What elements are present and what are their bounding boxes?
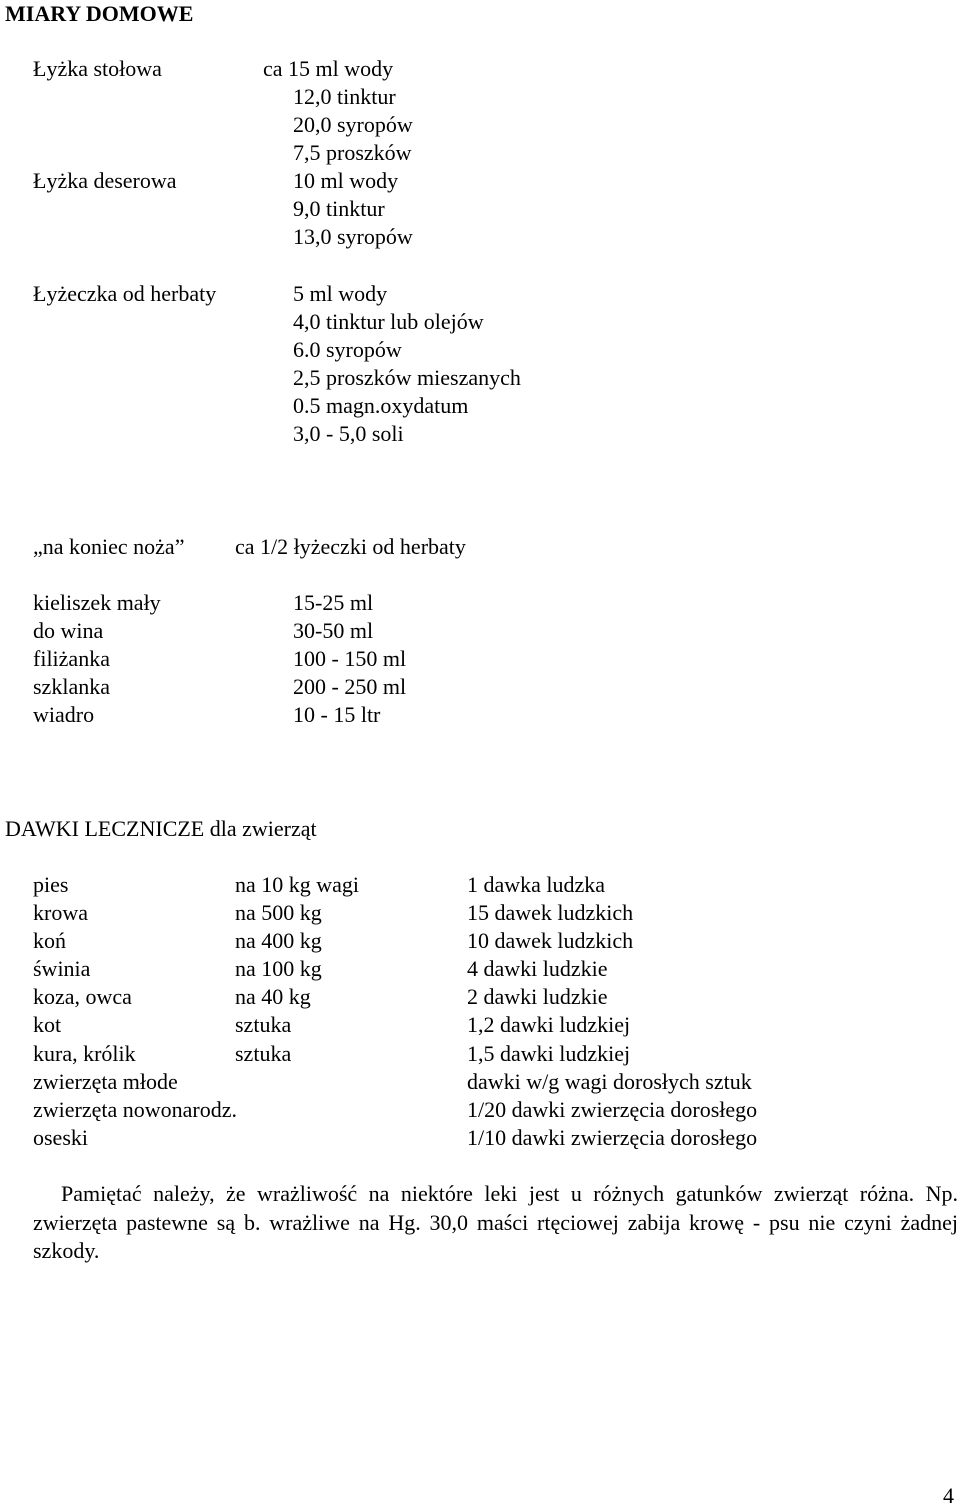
measure-value: 13,0 syropów	[293, 224, 413, 250]
note-paragraph: Pamiętać należy, że wrażliwość na niektóre leki jest u różnych gatunków zwierząt różna. Np. zwierzęta pastewne są b. wrażliwe na Hg. 30,0 maści rtęciowej zabija krowę - psu nie czyni żadnej szkody.	[33, 1181, 958, 1263]
dose-animal: koń	[33, 928, 66, 954]
vessel-value: 200 - 250 ml	[293, 674, 407, 700]
dose-amounts	[467, 871, 757, 1152]
dose-amount: 4 dawki ludzkie	[467, 956, 608, 982]
measure-value: 9,0 tinktur	[293, 196, 385, 222]
vessel-label: wiadro	[33, 702, 95, 728]
vessel-label: do wina	[33, 618, 104, 644]
vessel-label: filiżanka	[33, 646, 110, 672]
dose-amount: 1 dawka ludzka	[467, 872, 606, 897]
dose-weight: sztuka	[235, 1012, 292, 1038]
measure-value: 2,5 proszków mieszanych	[293, 365, 521, 391]
measure-value: 5 ml wody	[293, 281, 388, 306]
dose-weights	[235, 871, 359, 1068]
dose-animal: koza, owca	[33, 984, 132, 1010]
vessel-values	[293, 589, 406, 729]
dose-animal: krowa	[33, 900, 88, 926]
dose-animal: świnia	[33, 956, 91, 982]
dose-animal: kura, królik	[33, 1040, 136, 1066]
vessel-label: szklanka	[33, 674, 110, 700]
measure-value: 10 ml wody	[293, 168, 399, 193]
measure-value: ca 15 ml wody	[263, 56, 394, 81]
measure-value: 7,5 proszków	[293, 140, 412, 166]
vessel-value: 30-50 ml	[293, 618, 374, 644]
dose-animal: oseski	[33, 1124, 88, 1150]
dose-amount: 1/10 dawki zwierzęcia dorosłego	[467, 1124, 758, 1150]
dose-amount: 1,5 dawki ludzkiej	[467, 1040, 631, 1066]
measure-value: 4,0 tinktur lub olejów	[293, 309, 484, 335]
knife-label: „na koniec noża”	[33, 534, 185, 559]
dose-animal: pies	[33, 872, 69, 897]
vessel-value: 100 - 150 ml	[293, 646, 407, 672]
dose-amount: 1,2 dawki ludzkiej	[467, 1012, 631, 1038]
page-title: MIARY DOMOWE	[5, 1, 194, 26]
dose-weight: na 40 kg	[235, 984, 311, 1010]
measure-value: 6.0 syropów	[293, 337, 402, 363]
vessel-label: kieliszek mały	[33, 590, 161, 615]
dose-animal: zwierzęta młode	[33, 1068, 178, 1094]
measure-values	[293, 280, 521, 449]
dose-animals	[33, 871, 237, 1152]
dose-animal: kot	[33, 1012, 62, 1038]
measure-label: Łyżka stołowa	[33, 56, 162, 81]
measure-label: Łyżeczka od herbaty	[33, 281, 217, 306]
measure-value: 12,0 tinktur	[293, 84, 396, 110]
measure-value: 0.5 magn.oxydatum	[293, 393, 469, 419]
vessel-value: 10 - 15 ltr	[293, 702, 381, 728]
knife-value: ca 1/2 łyżeczki od herbaty	[235, 534, 466, 559]
dose-amount: 15 dawek ludzkich	[467, 900, 634, 926]
dose-weight: na 10 kg wagi	[235, 872, 360, 897]
measure-value: 3,0 - 5,0 soli	[293, 421, 404, 447]
dose-weight: sztuka	[235, 1040, 292, 1066]
measure-values	[263, 55, 413, 167]
measure-values	[293, 167, 413, 251]
measure-value: 20,0 syropów	[293, 112, 413, 138]
dose-amount: 2 dawki ludzkie	[467, 984, 608, 1010]
dose-weight: na 500 kg	[235, 900, 322, 926]
dose-amount: dawki w/g wagi dorosłych sztuk	[467, 1068, 752, 1094]
page-number: 4	[943, 1483, 954, 1508]
dose-amount: 1/20 dawki zwierzęcia dorosłego	[467, 1096, 758, 1122]
dose-animal: zwierzęta nowonarodz.	[33, 1096, 238, 1122]
dose-weight: na 400 kg	[235, 928, 322, 954]
measure-label: Łyżka deserowa	[33, 168, 177, 193]
vessel-value: 15-25 ml	[293, 590, 374, 615]
dose-amount: 10 dawek ludzkich	[467, 928, 634, 954]
vessel-labels	[33, 589, 161, 729]
doses-heading: DAWKI LECZNICZE dla zwierząt	[5, 816, 317, 841]
dose-weight: na 100 kg	[235, 956, 322, 982]
